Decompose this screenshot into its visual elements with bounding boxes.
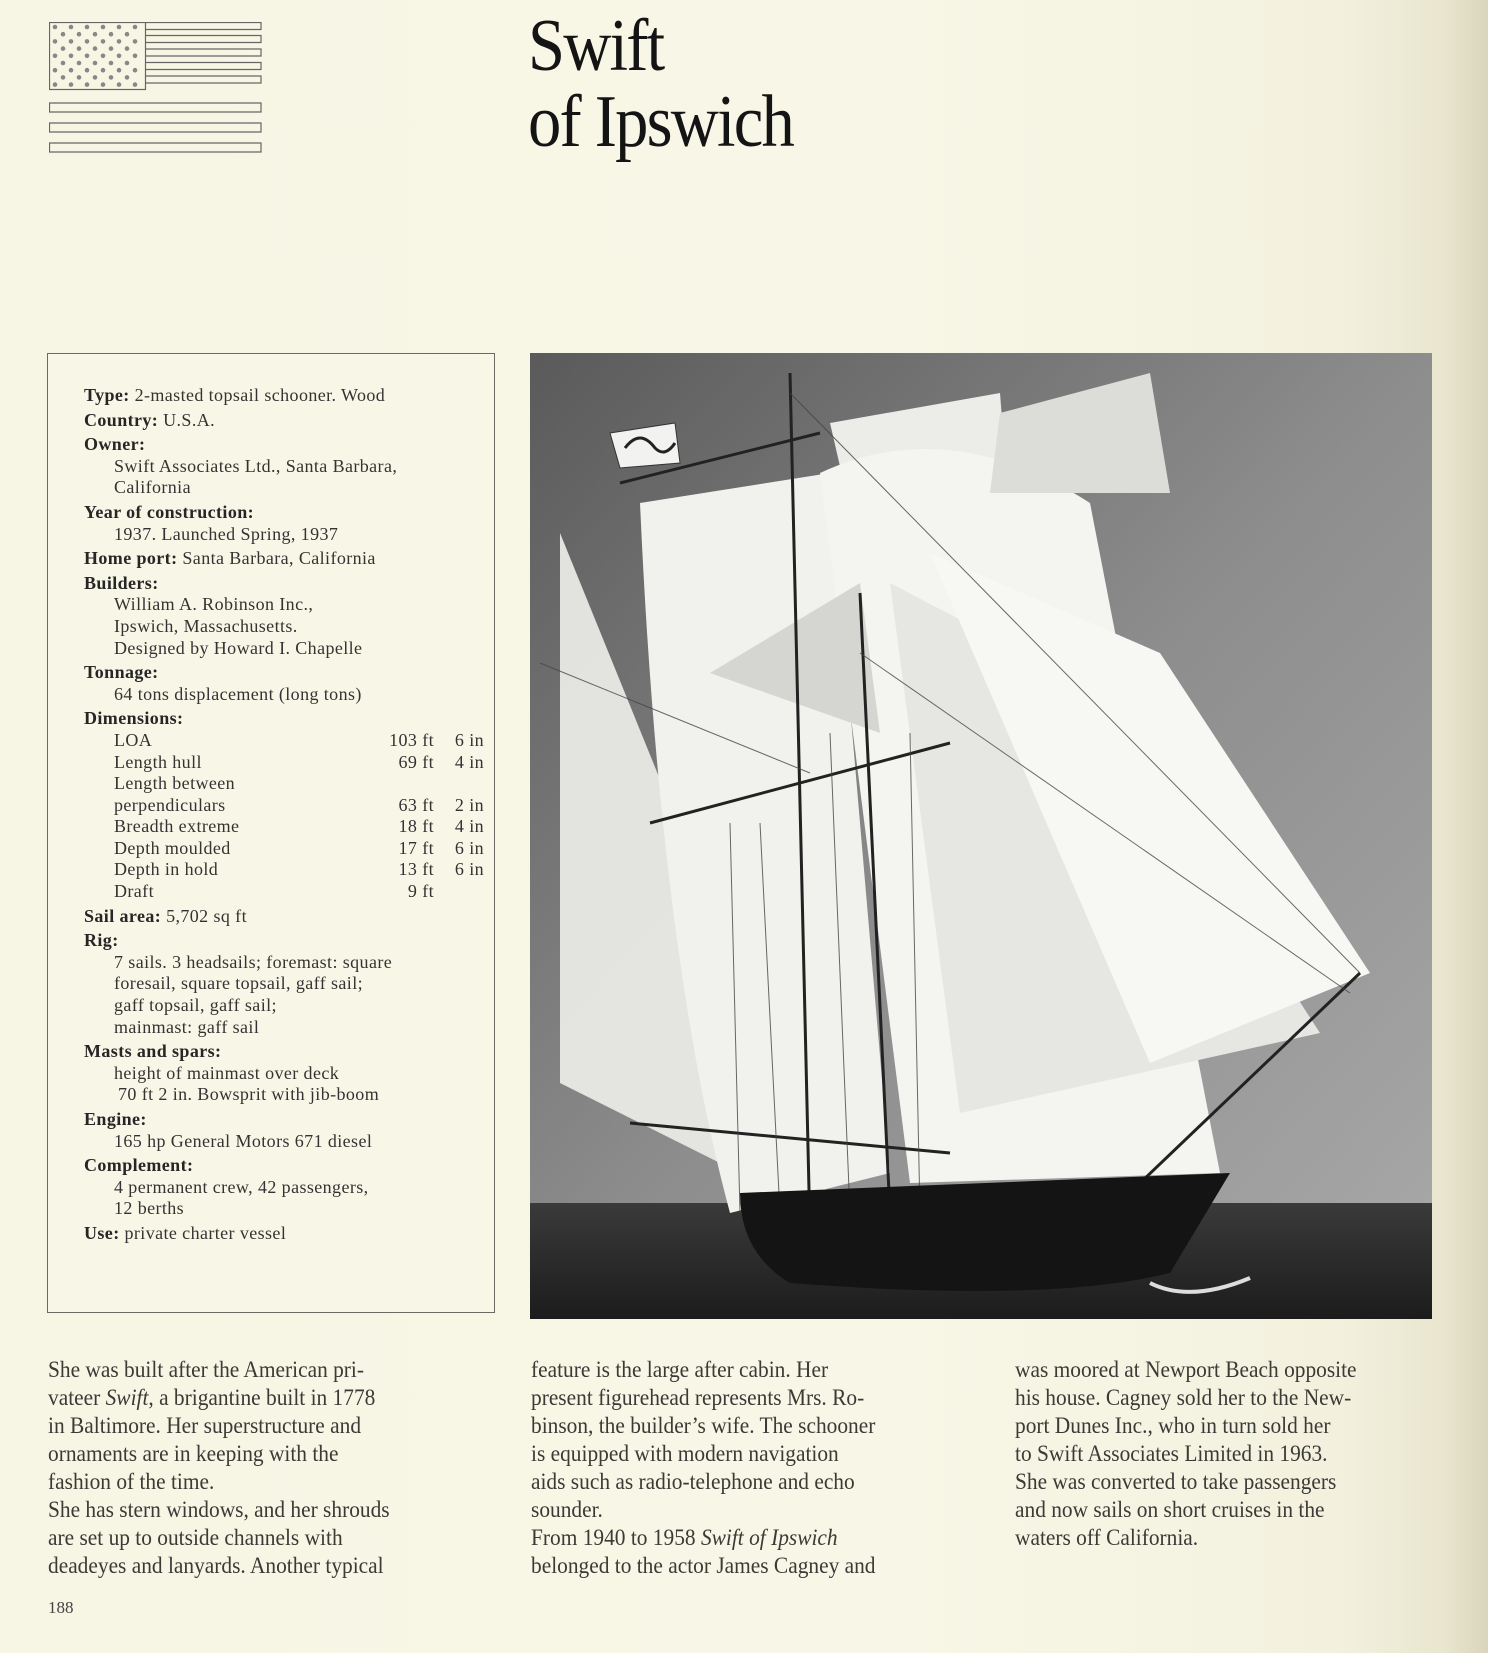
spec-line: 64 tons displacement (long tons) [114, 683, 362, 704]
spec-line: Swift Associates Ltd., Santa Barbara, [114, 455, 398, 476]
body-line [531, 1356, 950, 1384]
spec-use [84, 1223, 484, 1245]
star-icon [69, 54, 74, 59]
star-icon [93, 46, 98, 51]
dimension-row [84, 859, 484, 881]
star-icon [77, 61, 82, 66]
text: feature is the large after cabin. Her [531, 1357, 829, 1382]
body-line [1015, 1384, 1434, 1412]
spec-line: California [114, 477, 191, 498]
spec-line: mainmast: gaff sail [114, 1016, 260, 1037]
text: deadeyes and lanyards. Another typical [48, 1553, 384, 1578]
dimension-row [84, 816, 484, 838]
body-line [48, 1384, 467, 1412]
star-icon [109, 46, 114, 51]
spec-line: height of mainmast over deck [114, 1062, 340, 1083]
dimension-name: Length between [114, 773, 236, 794]
text: vateer [48, 1385, 106, 1410]
dimension-name: Depth in hold [114, 859, 219, 880]
star-icon [133, 25, 138, 30]
spec-label: Sail area: [84, 905, 162, 926]
dimension-in: 6 in [454, 837, 484, 858]
italic-text: Swift of Ipswich [700, 1525, 838, 1550]
star-icon [61, 75, 66, 80]
spec-label: Home port: [84, 548, 178, 569]
spec-year [84, 502, 484, 545]
schooner-photo [530, 353, 1432, 1319]
spec-type [84, 385, 484, 407]
title-line-1: Swift [528, 5, 664, 87]
dimension-row [84, 730, 484, 752]
spec-masts [84, 1041, 484, 1106]
star-icon [109, 32, 114, 37]
spec-value: Santa Barbara, California [182, 548, 376, 569]
body-line [1015, 1496, 1434, 1524]
text: binson, the builder’s wife. The schooner [531, 1413, 876, 1438]
star-icon [133, 68, 138, 73]
text: was moored at Newport Beach opposite [1015, 1357, 1357, 1382]
spec-line: Designed by Howard I. Chapelle [114, 637, 363, 658]
spec-label: Masts and spars: [84, 1041, 222, 1062]
star-icon [61, 61, 66, 66]
spec-value: 5,702 sq ft [166, 905, 247, 926]
star-icon [117, 82, 122, 87]
body-line [1015, 1468, 1434, 1496]
star-icon [77, 32, 82, 37]
dimension-row [84, 838, 484, 860]
body-column-3 [1015, 1356, 1434, 1552]
spec-label: Owner: [84, 434, 146, 455]
star-icon [53, 39, 58, 44]
text: to Swift Associates Limited in 1963. [1015, 1441, 1328, 1466]
body-line [531, 1412, 950, 1440]
star-icon [69, 82, 74, 87]
star-icon [85, 68, 90, 73]
body-line [48, 1496, 467, 1524]
dimension-ft: 69 ft [398, 751, 434, 772]
text: are set up to outside channels with [48, 1525, 343, 1550]
star-icon [101, 39, 106, 44]
star-icon [53, 54, 58, 59]
spec-label: Rig: [84, 930, 119, 951]
spec-line: gaff topsail, gaff sail; [114, 995, 277, 1016]
body-column-1 [48, 1356, 467, 1580]
dimension-in [434, 881, 484, 903]
star-icon [69, 68, 74, 73]
title-line-2: of Ipswich [528, 81, 793, 163]
dimension-name: Length hull [114, 751, 202, 772]
star-icon [125, 32, 130, 37]
spec-line: foresail, square topsail, gaff sail; [114, 973, 363, 994]
text: present figurehead represents Mrs. Ro- [531, 1385, 865, 1410]
text: She was converted to take passengers [1015, 1469, 1337, 1494]
spec-line: 7 sails. 3 headsails; foremast: square [114, 951, 393, 972]
text: aids such as radio-telephone and echo [531, 1469, 855, 1494]
spec-sail-area [84, 906, 484, 928]
dimension-ft: 13 ft [398, 859, 434, 880]
star-icon [117, 68, 122, 73]
spec-line: 165 hp General Motors 671 diesel [114, 1130, 373, 1151]
spec-engine [84, 1109, 484, 1152]
text: is equipped with modern navigation [531, 1441, 839, 1466]
star-icon [101, 54, 106, 59]
text: and now sails on short cruises in the [1015, 1497, 1325, 1522]
star-icon [117, 39, 122, 44]
star-icon [101, 25, 106, 30]
dimension-row [84, 795, 484, 817]
star-icon [93, 61, 98, 66]
spec-dimensions [84, 708, 484, 902]
dimension-name: Breadth extreme [114, 816, 240, 837]
star-icon [69, 39, 74, 44]
star-icon [93, 32, 98, 37]
star-icon [77, 46, 82, 51]
star-icon [77, 75, 82, 80]
spec-line: Ipswich, Massachusetts. [114, 615, 298, 636]
star-icon [109, 61, 114, 66]
star-icon [109, 75, 114, 80]
star-icon [101, 68, 106, 73]
text: She was built after the American pri- [48, 1357, 364, 1382]
text: port Dunes Inc., who in turn sold her [1015, 1413, 1331, 1438]
star-icon [85, 25, 90, 30]
spec-builders [84, 573, 484, 659]
text: fashion of the time. [48, 1469, 215, 1494]
body-line [531, 1384, 950, 1412]
dimension-in: 2 in [454, 794, 484, 815]
dimension-ft: 18 ft [398, 816, 434, 837]
dimension-name: perpendiculars [114, 794, 226, 815]
star-icon [69, 25, 74, 30]
body-line [531, 1440, 950, 1468]
spec-line: 4 permanent crew, 42 passengers, [114, 1176, 369, 1197]
page-title [528, 5, 793, 163]
dimension-in: 4 in [454, 816, 484, 837]
spec-label: Builders: [84, 572, 159, 593]
dimension-in: 4 in [454, 751, 484, 772]
spec-tonnage [84, 662, 484, 705]
spec-label: Type: [84, 385, 130, 405]
dimension-row [84, 752, 484, 774]
text: waters off California. [1015, 1525, 1199, 1550]
dimension-in: 6 in [454, 859, 484, 880]
body-line [531, 1524, 950, 1552]
body-line [48, 1356, 467, 1384]
spec-complement [84, 1155, 484, 1220]
star-icon [53, 82, 58, 87]
star-icon [53, 25, 58, 30]
star-icon [61, 32, 66, 37]
spec-rig [84, 930, 484, 1038]
star-icon [85, 39, 90, 44]
star-icon [53, 68, 58, 73]
star-icon [125, 61, 130, 66]
text: belonged to the actor James Cagney and [531, 1553, 876, 1578]
star-icon [85, 54, 90, 59]
spec-value: U.S.A. [163, 409, 216, 430]
dimension-name: Draft [114, 881, 154, 902]
spec-label: Complement: [84, 1155, 194, 1176]
dimension-row [84, 881, 484, 903]
spec-label: Use: [84, 1222, 120, 1243]
body-line [1015, 1412, 1434, 1440]
dimension-in [434, 773, 484, 795]
star-icon [125, 75, 130, 80]
spec-value: 2-masted topsail schooner. Wood [134, 385, 386, 405]
spec-label: Year of construction: [84, 501, 255, 522]
body-line [531, 1468, 950, 1496]
star-icon [93, 75, 98, 80]
page-number: 188 [48, 1598, 74, 1617]
text: , a brigantine built in 1778 [148, 1385, 376, 1410]
body-line [48, 1412, 467, 1440]
star-icon [125, 46, 130, 51]
dimension-row [84, 773, 484, 795]
dimension-ft: 17 ft [398, 837, 434, 858]
spec-label: Engine: [84, 1109, 147, 1129]
spec-label: Dimensions: [84, 708, 184, 729]
spec-line: 1937. Launched Spring, 1937 [114, 523, 339, 544]
spec-home-port [84, 548, 484, 570]
spec-label: Tonnage: [84, 662, 159, 683]
dimension-in: 6 in [454, 729, 484, 750]
body-line [1015, 1440, 1434, 1468]
body-column-2 [531, 1356, 950, 1580]
star-icon [101, 82, 106, 87]
body-line [48, 1552, 467, 1580]
star-icon [117, 25, 122, 30]
spec-line: 12 berths [114, 1198, 185, 1219]
text: She has stern windows, and her shrouds [48, 1497, 390, 1522]
star-icon [133, 54, 138, 59]
specifications-box [47, 353, 495, 1313]
body-line [48, 1468, 467, 1496]
dimension-ft: 103 ft [389, 729, 434, 750]
body-line [531, 1552, 950, 1580]
spec-line: 70 ft 2 in. Bowsprit with jib-boom [118, 1084, 380, 1105]
body-line [1015, 1524, 1434, 1552]
body-line [1015, 1356, 1434, 1384]
body-line [48, 1524, 467, 1552]
dimension-name: Depth moulded [114, 837, 231, 858]
body-line [531, 1496, 950, 1524]
spec-value: private charter vessel [124, 1222, 287, 1243]
dimension-ft: 9 ft [407, 881, 434, 902]
dimension-name: LOA [114, 729, 153, 750]
us-flag-icon [49, 22, 262, 157]
text: From 1940 to 1958 [531, 1525, 701, 1550]
body-line [48, 1440, 467, 1468]
spec-owner [84, 434, 484, 499]
text: in Baltimore. Her superstructure and [48, 1413, 362, 1438]
spec-label: Country: [84, 409, 159, 430]
text: ornaments are in keeping with the [48, 1441, 339, 1466]
star-icon [133, 39, 138, 44]
star-icon [117, 54, 122, 59]
dimension-ft: 63 ft [398, 794, 434, 815]
text: his house. Cagney sold her to the New- [1015, 1385, 1352, 1410]
spec-line: William A. Robinson Inc., [114, 594, 314, 615]
star-icon [85, 82, 90, 87]
italic-text: Swift [105, 1385, 149, 1410]
star-icon [61, 46, 66, 51]
dimension-ft [384, 773, 434, 795]
text: sounder. [531, 1497, 603, 1522]
spec-country [84, 410, 484, 432]
star-icon [133, 82, 138, 87]
